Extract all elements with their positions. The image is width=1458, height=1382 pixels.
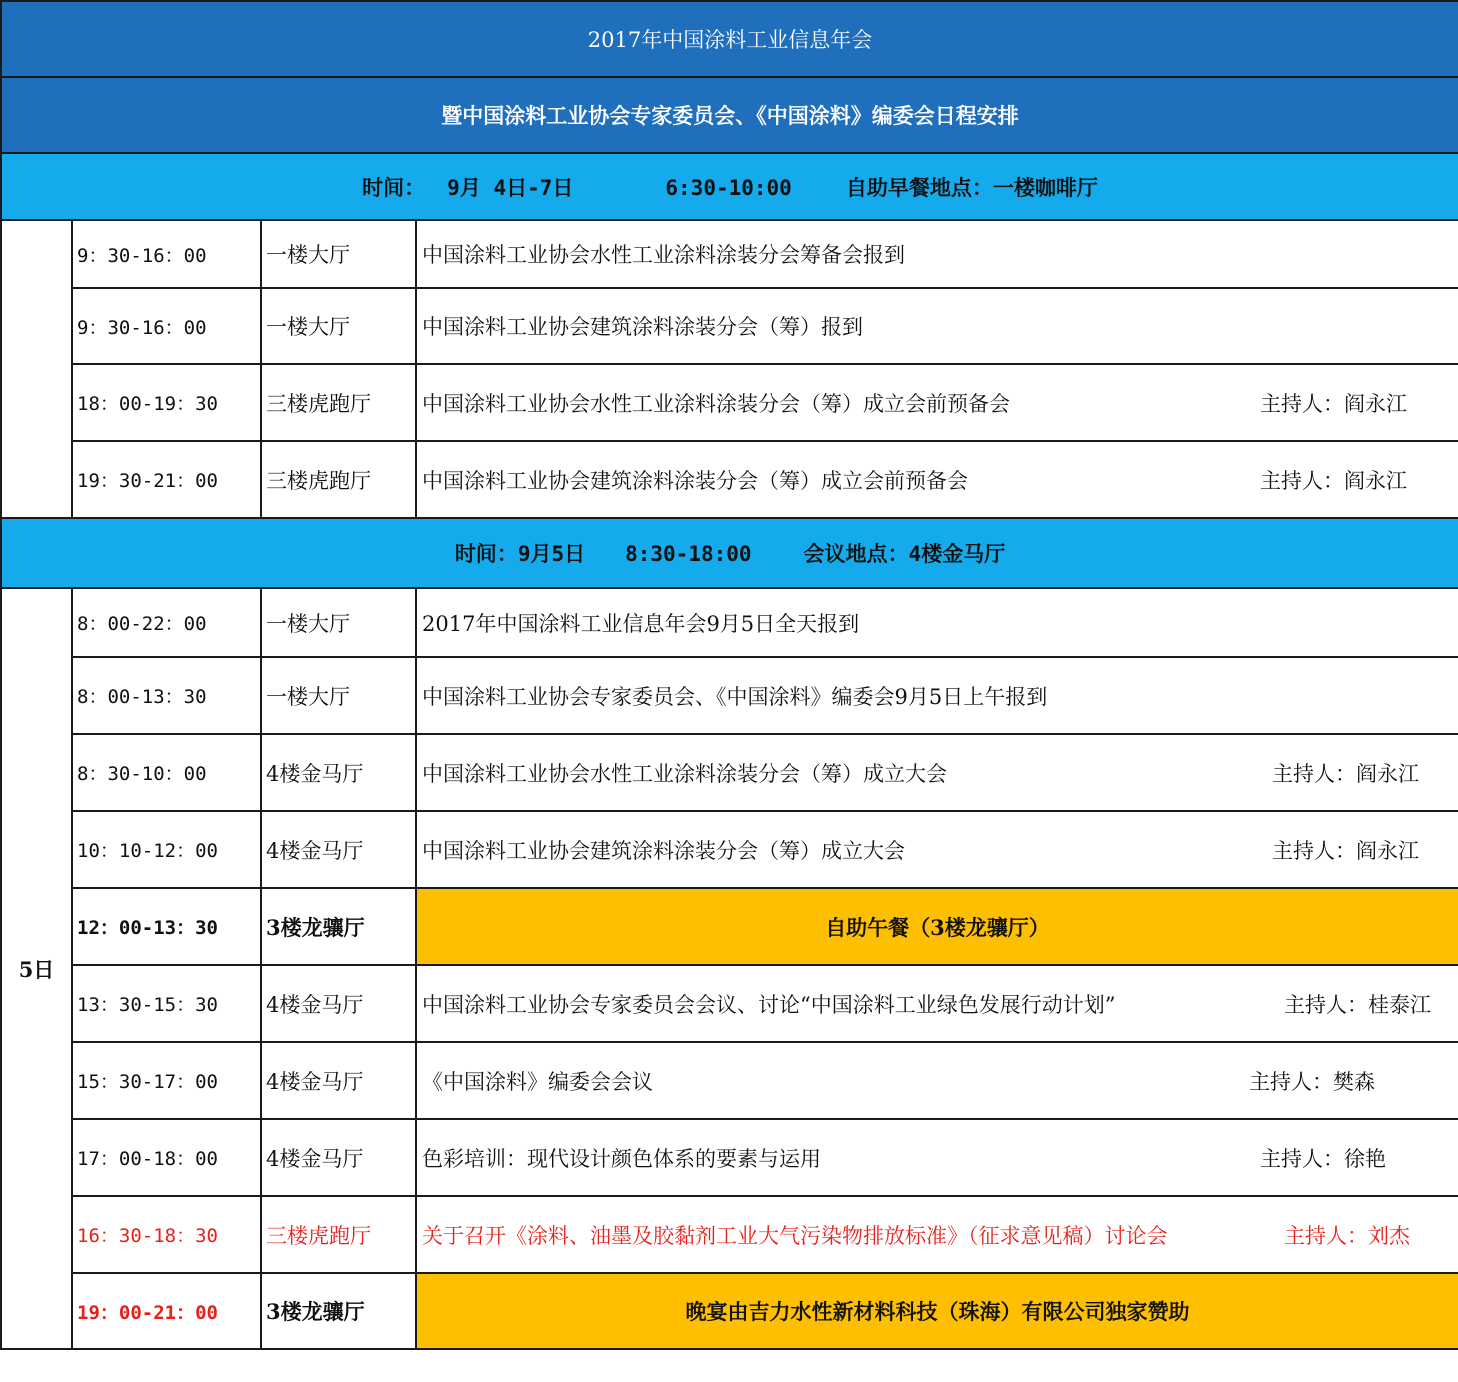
time-cell: 10：10-12：00 <box>72 811 261 888</box>
event-text: 色彩培训：现代设计颜色体系的要素与运用 <box>422 1146 821 1171</box>
event-cell <box>416 657 1458 734</box>
event-cell <box>416 734 1458 811</box>
time-cell: 19：00-21：00 <box>72 1273 261 1349</box>
banquet-highlight-cell: 晚宴由吉力水性新材料科技（珠海）有限公司独家赞助 <box>416 1273 1458 1349</box>
event-cell <box>416 1042 1458 1119</box>
event-cell <box>416 1196 1458 1273</box>
time-cell: 12：00-13：30 <box>72 888 261 965</box>
title-line-1: 2017年中国涂料工业信息年会 <box>1 1 1458 77</box>
day-cell-blank <box>1 220 72 518</box>
room-cell: 三楼虎跑厅 <box>261 1196 416 1273</box>
event-cell <box>416 1119 1458 1196</box>
table-row <box>1 288 1458 364</box>
room-cell: 4楼金马厅 <box>261 1119 416 1196</box>
time-cell: 15：30-17：00 <box>72 1042 261 1119</box>
table-row <box>1 1196 1458 1273</box>
event-text: 中国涂料工业协会水性工业涂料涂装分会（筹）成立大会 <box>422 761 947 786</box>
event-text: 中国涂料工业协会建筑涂料涂装分会（筹）成立会前预备会 <box>422 468 968 493</box>
time-cell: 8：00-13：30 <box>72 657 261 734</box>
info-band-breakfast <box>1 153 1458 220</box>
band1-place: 自助早餐地点：一楼咖啡厅 <box>845 175 1098 200</box>
event-cell <box>416 220 1458 288</box>
band2-place: 会议地点：4楼金马厅 <box>803 542 1006 566</box>
room-cell: 三楼虎跑厅 <box>261 364 416 441</box>
time-cell: 9：30-16：00 <box>72 220 261 288</box>
time-cell: 17：00-18：00 <box>72 1119 261 1196</box>
event-cell <box>416 364 1458 441</box>
room-cell: 4楼金马厅 <box>261 965 416 1042</box>
host-text: 主持人：阎永江 <box>1272 761 1419 786</box>
table-row <box>1 588 1458 657</box>
band2-time-label: 时间： <box>454 542 518 566</box>
info-band-meeting <box>1 518 1458 588</box>
room-cell: 4楼金马厅 <box>261 734 416 811</box>
event-text: 关于召开《涂料、油墨及胶黏剂工业大气污染物排放标准》（征求意见稿）讨论会 <box>422 1223 1168 1248</box>
room-cell: 一楼大厅 <box>261 220 416 288</box>
time-cell: 18：00-19：30 <box>72 364 261 441</box>
time-cell: 16：30-18：30 <box>72 1196 261 1273</box>
table-row <box>1 734 1458 811</box>
host-text: 主持人：桂泰江 <box>1284 992 1431 1017</box>
room-cell: 3楼龙骧厅 <box>261 1273 416 1349</box>
title-line-2: 暨中国涂料工业协会专家委员会、《中国涂料》编委会日程安排 <box>1 77 1458 153</box>
time-cell: 13：30-15：30 <box>72 965 261 1042</box>
band1-hours: 6:30-10:00 <box>665 175 792 200</box>
band1-time-label: 时间： <box>362 175 426 200</box>
event-text: 中国涂料工业协会水性工业涂料涂装分会（筹）成立会前预备会 <box>422 391 1010 416</box>
room-cell: 3楼龙骧厅 <box>261 888 416 965</box>
host-text: 主持人：樊森 <box>1249 1069 1375 1094</box>
event-text: 中国涂料工业协会建筑涂料涂装分会（筹）报到 <box>422 315 863 339</box>
event-text: 中国涂料工业协会建筑涂料涂装分会（筹）成立大会 <box>422 838 905 863</box>
event-cell <box>416 588 1458 657</box>
host-text: 主持人：阎永江 <box>1260 391 1407 416</box>
room-cell: 一楼大厅 <box>261 588 416 657</box>
host-text: 主持人：刘杰 <box>1284 1223 1410 1248</box>
event-cell <box>416 441 1458 518</box>
event-text: 《中国涂料》编委会会议 <box>422 1069 653 1094</box>
time-cell: 8：00-22：00 <box>72 588 261 657</box>
table-row <box>1 364 1458 441</box>
host-text: 主持人：阎永江 <box>1260 468 1407 493</box>
table-row <box>1 441 1458 518</box>
table-row <box>1 1119 1458 1196</box>
table-row <box>1 811 1458 888</box>
event-cell <box>416 965 1458 1042</box>
host-text: 主持人：阎永江 <box>1272 838 1419 863</box>
table-row <box>1 220 1458 288</box>
event-cell <box>416 288 1458 364</box>
lunch-highlight-cell: 自助午餐（3楼龙骧厅） <box>416 888 1458 965</box>
event-text: 中国涂料工业协会专家委员会会议、讨论“中国涂料工业绿色发展行动计划” <box>422 992 1116 1017</box>
band2-hours: 8:30-18:00 <box>625 542 752 566</box>
room-cell: 4楼金马厅 <box>261 811 416 888</box>
band2-dates: 9月5日 <box>517 542 586 566</box>
band1-dates: 9月 4日-7日 <box>447 175 574 200</box>
event-text: 中国涂料工业协会水性工业涂料涂装分会筹备会报到 <box>422 243 905 267</box>
table-row <box>1 888 1458 965</box>
room-cell: 一楼大厅 <box>261 657 416 734</box>
event-text: 中国涂料工业协会专家委员会、《中国涂料》编委会9月5日上午报到 <box>422 684 1048 709</box>
table-row <box>1 965 1458 1042</box>
day-cell-5: 5日 <box>1 588 72 1349</box>
room-cell: 一楼大厅 <box>261 288 416 364</box>
event-cell <box>416 811 1458 888</box>
room-cell: 4楼金马厅 <box>261 1042 416 1119</box>
table-row <box>1 1042 1458 1119</box>
table-row <box>1 1273 1458 1349</box>
time-cell: 9：30-16：00 <box>72 288 261 364</box>
time-cell: 19：30-21：00 <box>72 441 261 518</box>
event-text: 2017年中国涂料工业信息年会9月5日全天报到 <box>422 611 860 636</box>
host-text: 主持人：徐艳 <box>1260 1146 1386 1171</box>
room-cell: 三楼虎跑厅 <box>261 441 416 518</box>
time-cell: 8：30-10：00 <box>72 734 261 811</box>
table-row <box>1 657 1458 734</box>
